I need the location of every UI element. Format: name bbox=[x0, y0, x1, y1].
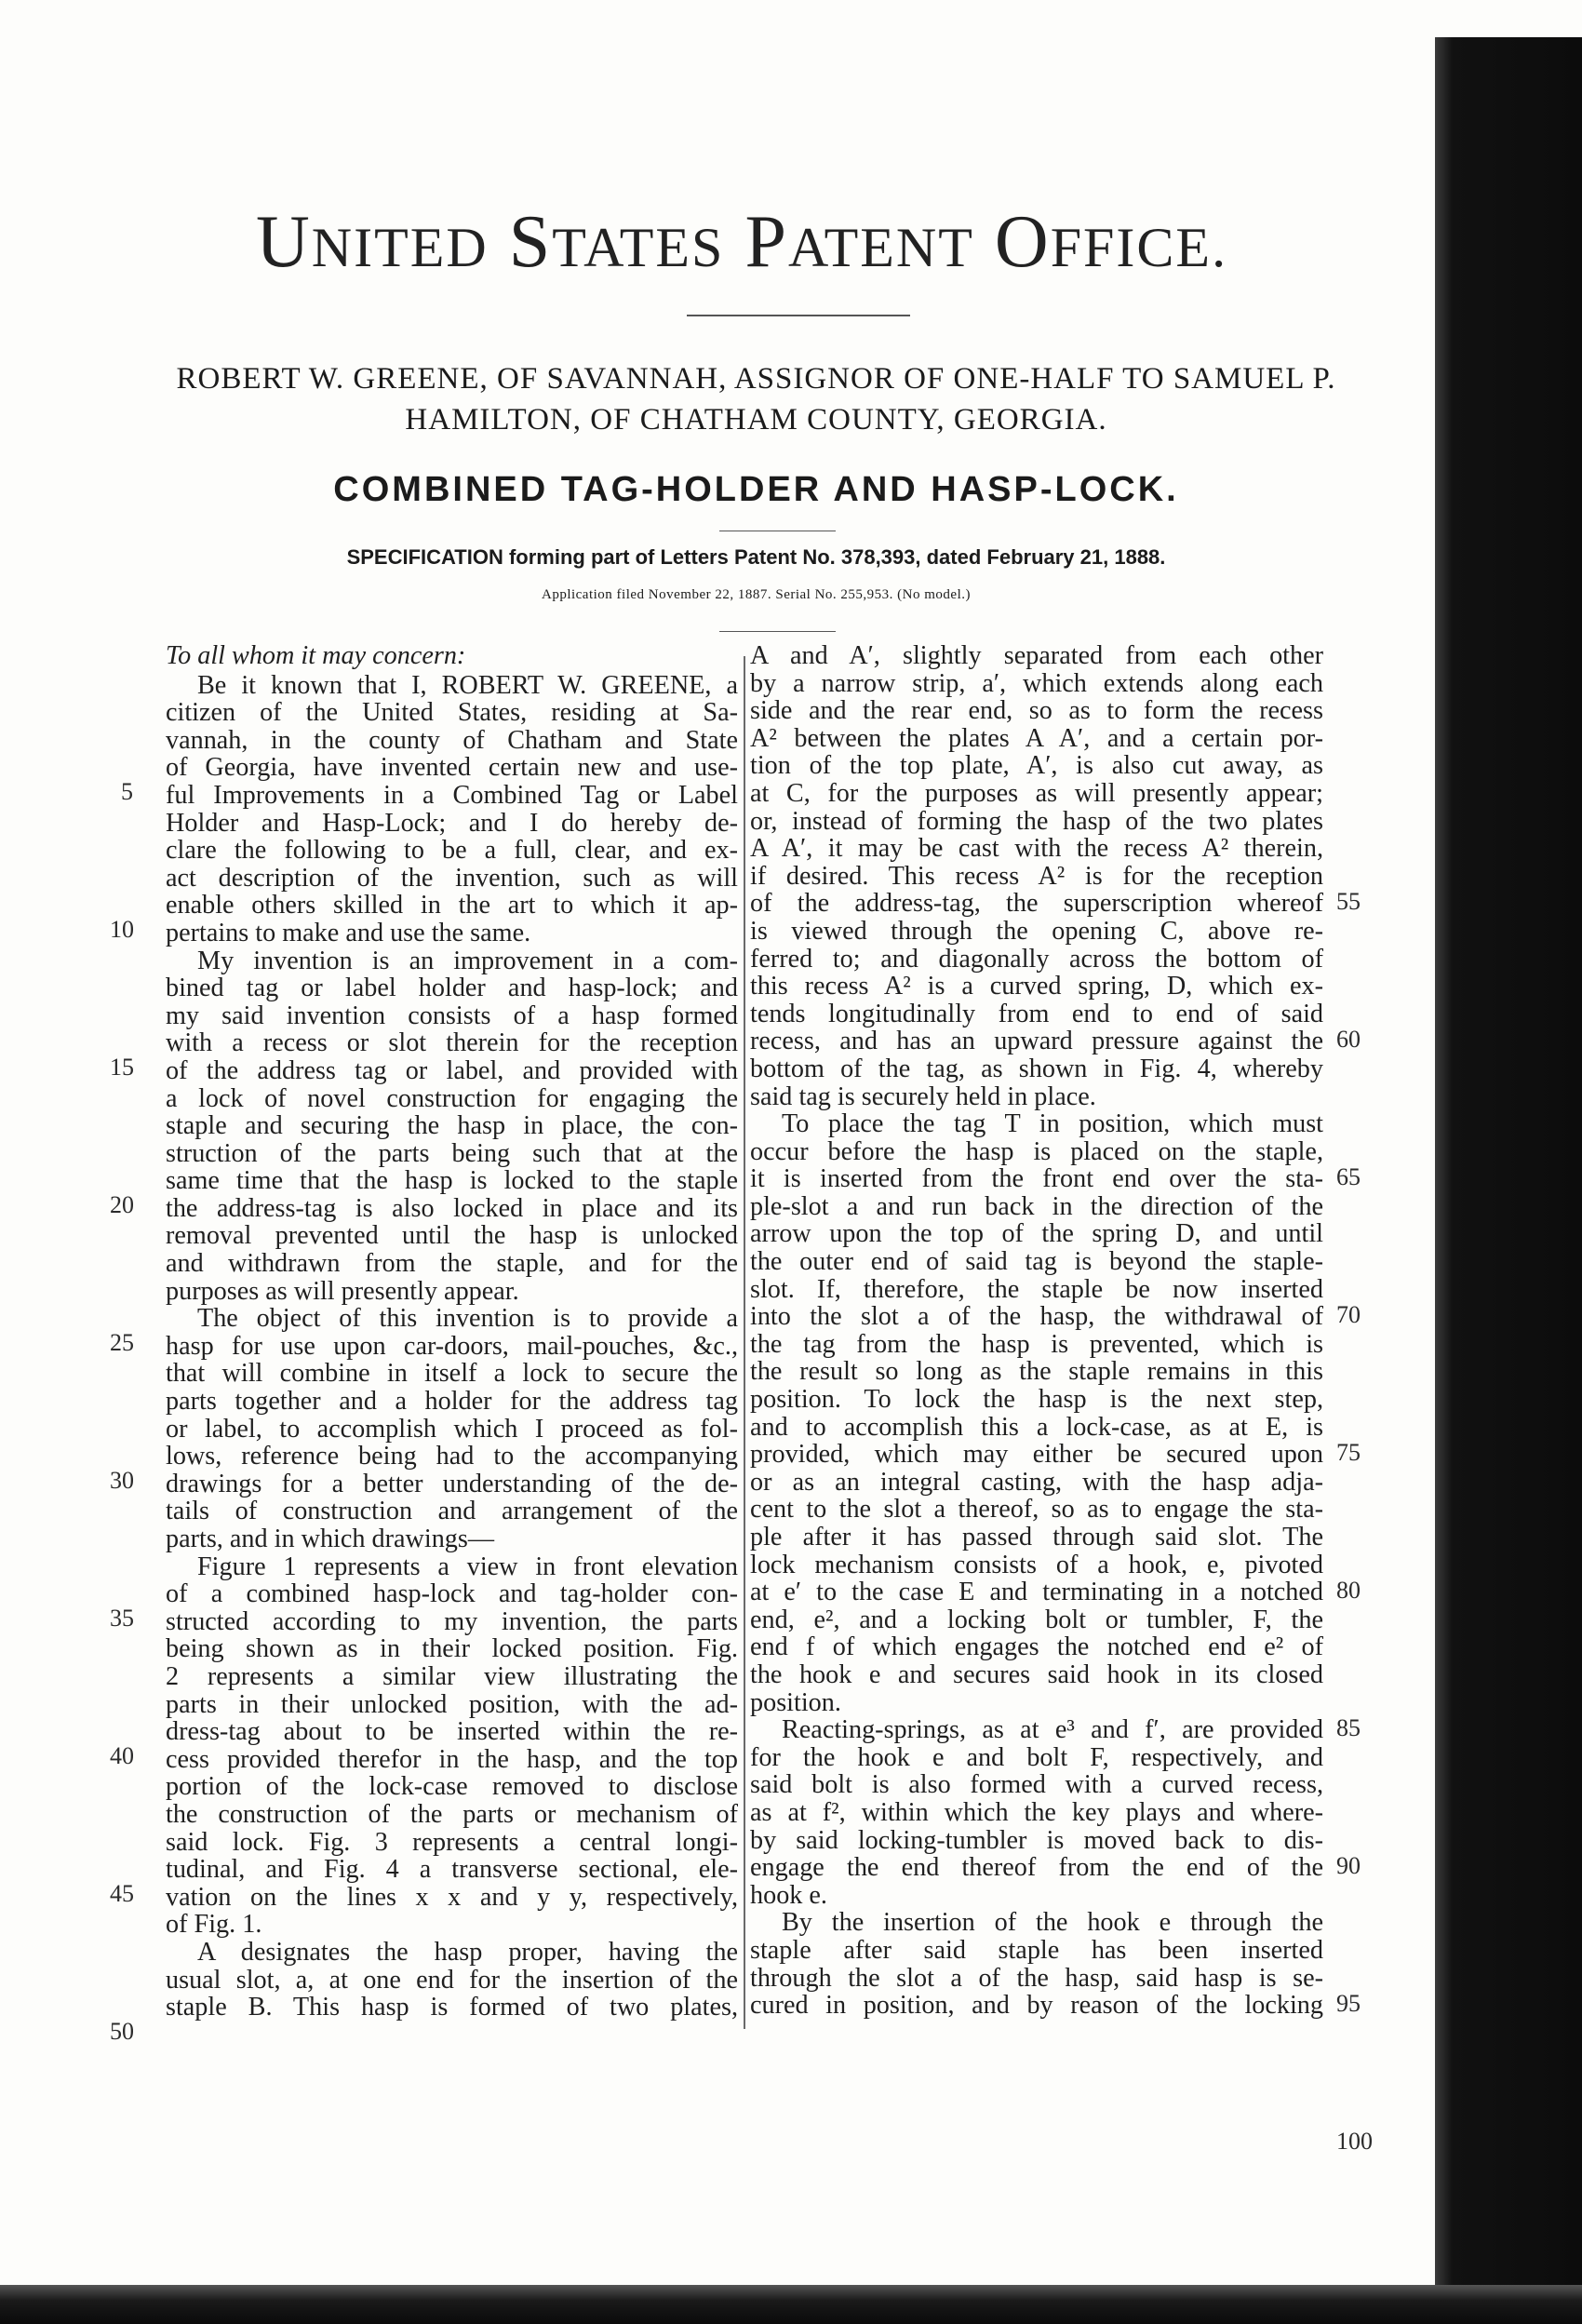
assignment-line: ROBERT W. GREENE, OF SAVANNAH, ASSIGNOR OF ONE-HALF TO SAMUEL P. HAMILTON, OF CHATHAM COUNTY, GEORGIA. bbox=[176, 362, 1336, 437]
text-line: By the insertion of the hook e through the bbox=[782, 1908, 1323, 1938]
text-line: end, e², and a locking bolt or tumbler, F, the bbox=[750, 1605, 1323, 1634]
text-line: slot. If, therefore, the staple be now inserted bbox=[750, 1274, 1323, 1304]
text-line: vation on the lines x x and y y, respectively, bbox=[166, 1882, 738, 1912]
text-line: tion of the top plate, A′, is also cut away, as bbox=[750, 751, 1323, 781]
text-line: that will combine in itself a lock to secure the bbox=[166, 1359, 738, 1389]
line-number: 10 bbox=[110, 916, 134, 943]
application-rule bbox=[719, 631, 836, 632]
line-number: 65 bbox=[1336, 1163, 1361, 1191]
line-number: 60 bbox=[1336, 1026, 1361, 1054]
text-line: ple after it has passed through said slot. The bbox=[750, 1523, 1323, 1552]
text-line: A A′, it may be cast with the recess A² therein, bbox=[750, 834, 1323, 864]
text-line: this recess A² is a curved spring, D, which ex- bbox=[750, 972, 1323, 1001]
text-line: dress-tag about to be inserted within the re- bbox=[166, 1717, 738, 1747]
text-line: arrow upon the top of the spring D, and until bbox=[750, 1219, 1323, 1249]
text-line: with a recess or slot therein for the reception bbox=[166, 1028, 738, 1058]
line-number: 5 bbox=[121, 778, 133, 805]
text-line: it is inserted from the front end over the sta- bbox=[750, 1164, 1323, 1194]
text-line: lock mechanism consists of a hook, e, pivoted bbox=[750, 1550, 1323, 1579]
line-number: 55 bbox=[1336, 888, 1361, 916]
text-line: the outer end of said tag is beyond the staple- bbox=[750, 1247, 1323, 1277]
text-line: the result so long as the staple remains in this bbox=[750, 1357, 1323, 1387]
text-line: act description of the invention, such as will bbox=[166, 863, 738, 893]
text-line: removal prevented until the hasp is unlocked bbox=[166, 1221, 738, 1251]
line-number: 30 bbox=[110, 1467, 134, 1494]
text-line: drawings for a better understanding of the de- bbox=[166, 1469, 738, 1498]
text-line: of Georgia, have invented certain new and use- bbox=[166, 753, 738, 783]
text-line: is viewed through the opening C, above re- bbox=[750, 916, 1323, 946]
line-number: 100 bbox=[1336, 2128, 1373, 2156]
text-line: A designates the hasp proper, having the bbox=[197, 1937, 738, 1967]
text-line: through the slot a of the hasp, said hasp is se- bbox=[750, 1963, 1323, 1993]
text-line: if desired. This recess A² is for the reception bbox=[750, 861, 1323, 891]
text-line: struction of the parts being such that at the bbox=[166, 1138, 738, 1168]
text-line: into the slot a of the hasp, the withdrawal of bbox=[750, 1302, 1323, 1332]
text-line: Reacting-springs, as at e³ and f′, are provided bbox=[782, 1715, 1323, 1745]
text-line: being shown as in their locked position. Fig. bbox=[166, 1634, 738, 1664]
text-line: vannah, in the county of Chatham and State bbox=[166, 725, 738, 755]
text-line: the address-tag is also locked in place and its bbox=[166, 1193, 738, 1223]
right-column-text bbox=[750, 642, 1323, 2020]
scan-edge-right bbox=[1435, 37, 1582, 2324]
line-number: 95 bbox=[1336, 1990, 1361, 2018]
text-line: of a combined hasp-lock and tag-holder con- bbox=[166, 1579, 738, 1609]
text-line: enable others skilled in the art to which it ap- bbox=[166, 891, 738, 920]
text-line: said tag is securely held in place. bbox=[750, 1081, 1096, 1111]
line-number: 40 bbox=[110, 1742, 134, 1769]
text-line: of the address-tag, the superscription whereof bbox=[750, 889, 1323, 919]
text-line: and to accomplish this a lock-case, as at E, is bbox=[750, 1412, 1323, 1442]
text-line: Figure 1 represents a view in front elevation bbox=[197, 1552, 738, 1581]
text-line: as at f², within which the key plays and where- bbox=[750, 1797, 1323, 1827]
text-line: by said locking-tumbler is moved back to dis- bbox=[750, 1825, 1323, 1855]
text-line: usual slot, a, at one end for the insertion of the bbox=[166, 1965, 738, 1995]
text-line: staple after said staple has been inserted bbox=[750, 1935, 1323, 1965]
line-number: 50 bbox=[110, 2018, 134, 2045]
text-line: ple-slot a and run back in the direction of the bbox=[750, 1191, 1323, 1221]
text-line: staple and securing the hasp in place, the con- bbox=[166, 1111, 738, 1141]
text-line: parts together and a holder for the address tag bbox=[166, 1387, 738, 1417]
text-line: at C, for the purposes as will presently appear; bbox=[750, 778, 1323, 808]
line-number: 75 bbox=[1336, 1439, 1361, 1467]
line-number: 70 bbox=[1336, 1301, 1361, 1329]
text-line: ful Improvements in a Combined Tag or Label bbox=[166, 780, 738, 810]
scan-edge-bottom bbox=[0, 2285, 1582, 2324]
text-line: My invention is an improvement in a com- bbox=[197, 946, 738, 975]
text-line: bottom of the tag, as shown in Fig. 4, whereby bbox=[750, 1054, 1323, 1083]
text-line: position. To lock the hasp is the next step, bbox=[750, 1385, 1323, 1415]
text-line: purposes as will presently appear. bbox=[166, 1276, 519, 1306]
text-line: occur before the hasp is placed on the staple, bbox=[750, 1136, 1323, 1166]
text-line: by a narrow strip, a′, which extends along each bbox=[750, 668, 1323, 698]
text-line: for the hook e and bolt F, respectively, and bbox=[750, 1742, 1323, 1772]
text-line: the tag from the hasp is prevented, which is bbox=[750, 1329, 1323, 1359]
line-number: 45 bbox=[110, 1880, 134, 1907]
line-number: 25 bbox=[110, 1329, 134, 1356]
text-line: tudinal, and Fig. 4 a transverse sectional, ele- bbox=[166, 1855, 738, 1885]
text-line: cess provided therefor in the hasp, and the top bbox=[166, 1744, 738, 1774]
column-divider bbox=[744, 656, 745, 2029]
text-line: or as an integral casting, with the hasp adja- bbox=[750, 1467, 1323, 1497]
text-line: 2 represents a similar view illustrating the bbox=[166, 1661, 738, 1691]
text-line: bined tag or label holder and hasp-lock; and bbox=[166, 974, 738, 1003]
text-line: hook e. bbox=[750, 1880, 827, 1910]
office-title: UNITED STATES PATENT OFFICE. bbox=[256, 201, 1228, 283]
text-line: tends longitudinally from end to end of said bbox=[750, 999, 1323, 1028]
line-number: 35 bbox=[110, 1605, 134, 1632]
text-line: A and A′, slightly separated from each other bbox=[750, 641, 1323, 670]
text-line: portion of the lock-case removed to disclose bbox=[166, 1772, 738, 1802]
text-line: of the address tag or label, and provided with bbox=[166, 1055, 738, 1085]
salutation: To all whom it may concern: bbox=[166, 641, 466, 670]
text-line: and withdrawn from the staple, and for the bbox=[166, 1249, 738, 1279]
text-line: staple B. This hasp is formed of two plates, bbox=[166, 1993, 738, 2022]
specification-line: SPECIFICATION forming part of Letters Patent No. 378,393, dated February 21, 1888. bbox=[346, 545, 1166, 569]
text-line: citizen of the United States, residing at Sa- bbox=[166, 698, 738, 728]
text-line: said bolt is also formed with a curved recess, bbox=[750, 1770, 1323, 1800]
text-line: Be it known that I, ROBERT W. GREENE, a bbox=[197, 670, 738, 700]
text-line: at e′ to the case E and terminating in a notched bbox=[750, 1578, 1323, 1607]
text-line: recess, and has an upward pressure against the bbox=[750, 1027, 1323, 1056]
line-number: 15 bbox=[110, 1054, 134, 1081]
text-line: end f of which engages the notched end e² of bbox=[750, 1632, 1323, 1662]
text-line: of Fig. 1. bbox=[166, 1910, 262, 1940]
text-line: position. bbox=[750, 1687, 841, 1717]
text-line: provided, which may either be secured upon bbox=[750, 1440, 1323, 1470]
line-number: 20 bbox=[110, 1191, 134, 1218]
line-number: 90 bbox=[1336, 1852, 1361, 1880]
title-rule bbox=[687, 315, 910, 316]
text-line: same time that the hasp is locked to the staple bbox=[166, 1166, 738, 1196]
text-line: or label, to accomplish which I proceed as fol- bbox=[166, 1414, 738, 1444]
application-line: Application filed November 22, 1887. Serial No. 255,953. (No model.) bbox=[541, 587, 971, 602]
text-line: The object of this invention is to provide a bbox=[197, 1304, 738, 1334]
right-column bbox=[750, 642, 1323, 2020]
text-line: tails of construction and arrangement of the bbox=[166, 1497, 738, 1526]
text-line: lows, reference being had to the accompanying bbox=[166, 1442, 738, 1471]
text-line: my said invention consists of a hasp formed bbox=[166, 1001, 738, 1030]
text-line: parts in their unlocked position, with the ad- bbox=[166, 1689, 738, 1719]
text-line: structed according to my invention, the parts bbox=[166, 1606, 738, 1636]
text-line: cent to the slot a thereof, so as to engage the sta- bbox=[750, 1495, 1323, 1525]
text-line: said lock. Fig. 3 represents a central longi- bbox=[166, 1827, 738, 1857]
text-line: hasp for use upon car-doors, mail-pouches, &c., bbox=[166, 1331, 738, 1361]
text-line: pertains to make and use the same. bbox=[166, 918, 531, 947]
line-number: 85 bbox=[1336, 1714, 1361, 1742]
text-line: ferred to; and diagonally across the bottom of bbox=[750, 944, 1323, 974]
text-line: the hook e and secures said hook in its closed bbox=[750, 1659, 1323, 1689]
line-number: 80 bbox=[1336, 1577, 1361, 1605]
text-line: parts, and in which drawings— bbox=[166, 1525, 495, 1553]
text-line: side and the rear end, so as to form the recess bbox=[750, 696, 1323, 726]
text-line: cured in position, and by reason of the locking bbox=[750, 1991, 1323, 2021]
text-line: Holder and Hasp-Lock; and I do hereby de- bbox=[166, 808, 738, 838]
text-line: or, instead of forming the hasp of the two plates bbox=[750, 806, 1323, 836]
invention-title: COMBINED TAG-HOLDER AND HASP-LOCK. bbox=[333, 470, 1179, 509]
left-column-text bbox=[166, 672, 738, 2022]
text-line: the construction of the parts or mechanism of bbox=[166, 1799, 738, 1829]
left-column bbox=[166, 642, 738, 2022]
text-line: To place the tag T in position, which must bbox=[782, 1109, 1323, 1139]
text-line: A² between the plates A A′, and a certain por- bbox=[750, 723, 1323, 753]
text-line: engage the end thereof from the end of the bbox=[750, 1853, 1323, 1883]
text-line: clare the following to be a full, clear, and ex- bbox=[166, 836, 738, 866]
text-line: a lock of novel construction for engaging the bbox=[166, 1083, 738, 1113]
